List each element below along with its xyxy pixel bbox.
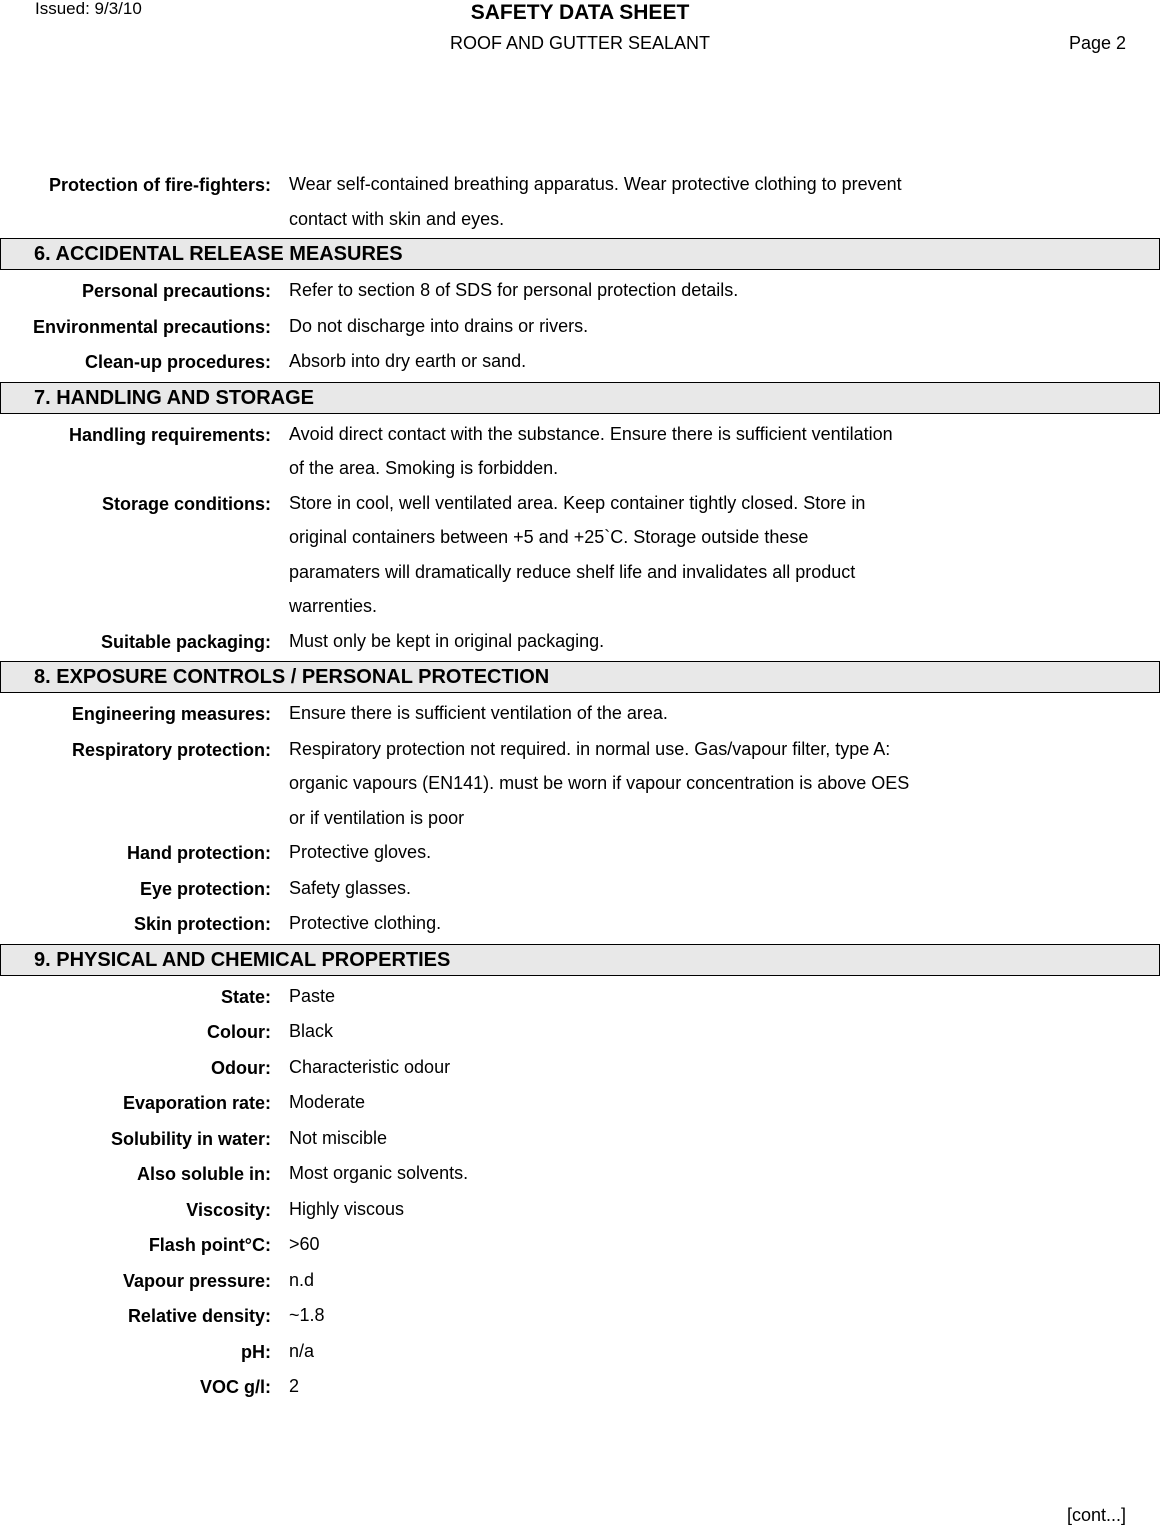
field-label: Skin protection:	[133, 914, 271, 934]
continued-note: [cont...]	[1066, 1505, 1126, 1525]
field-value: Safety glasses.	[289, 877, 412, 898]
field-row	[0, 979, 1160, 1015]
field-label: Vapour pressure:	[122, 1270, 271, 1291]
field-label: Clean-up procedures:	[84, 352, 271, 372]
field-label: Flash point°C:	[148, 1235, 271, 1255]
field-label: Also soluble in:	[136, 1164, 271, 1184]
field-value: 2	[289, 1376, 300, 1396]
section-heading: 9. PHYSICAL AND CHEMICAL PROPERTIES	[0, 944, 1160, 976]
issued-date: Issued: 9/3/10	[35, 0, 142, 18]
product-name: ROOF AND GUTTER SEALANT	[449, 33, 711, 53]
field-value: Black	[289, 1021, 334, 1041]
field-value: Moderate	[289, 1092, 366, 1112]
field-value: >60	[289, 1234, 320, 1254]
field-label: Relative density:	[127, 1306, 271, 1326]
field-value: Store in cool, well ventilated area. Keep container tightly closed. Store in original containers between +5 and +25`C. Storage outside these paramaters will dramatically reduce shelf life and invalidates all product warrenties.	[289, 492, 866, 616]
field-row	[0, 835, 1160, 871]
field-value: Absorb into dry earth or sand.	[289, 351, 527, 371]
field-value: Wear self-contained breathing apparatus. Wear protective clothing to prevent contact with skin and eyes.	[289, 174, 902, 229]
field-label: Environmental precautions:	[32, 316, 271, 337]
field-label: Respiratory protection:	[71, 739, 271, 760]
field-label: Storage conditions:	[101, 493, 271, 514]
field-row	[0, 1085, 1160, 1121]
field-label: VOC g/l:	[200, 1377, 271, 1397]
field-row	[0, 1014, 1160, 1050]
field-label: Personal precautions:	[81, 281, 271, 301]
field-value: Characteristic odour	[289, 1056, 451, 1077]
section-heading: 7. HANDLING AND STORAGE	[0, 382, 1160, 414]
field-row	[0, 309, 1160, 345]
field-label: Odour:	[211, 1057, 271, 1078]
field-row	[0, 273, 1160, 309]
field-row	[0, 696, 1160, 732]
field-value: Highly viscous	[289, 1198, 405, 1219]
field-label: pH:	[241, 1341, 271, 1362]
field-value: Protective clothing.	[289, 913, 442, 933]
field-row	[0, 1369, 1160, 1405]
section-heading: 6. ACCIDENTAL RELEASE MEASURES	[0, 238, 1160, 270]
field-label: Eye protection:	[139, 878, 271, 899]
field-row	[0, 167, 1160, 236]
field-value: Protective gloves.	[289, 842, 432, 862]
field-row	[0, 1334, 1160, 1370]
field-row	[0, 1227, 1160, 1263]
field-value: Must only be kept in original packaging.	[289, 630, 605, 651]
section-heading: 8. EXPOSURE CONTROLS / PERSONAL PROTECTION	[0, 661, 1160, 693]
field-row	[0, 1263, 1160, 1299]
field-value: Refer to section 8 of SDS for personal protection details.	[289, 280, 739, 300]
field-value: Do not discharge into drains or rivers.	[289, 315, 589, 336]
field-label: Suitable packaging:	[100, 631, 271, 652]
field-value: n/a	[289, 1340, 315, 1361]
field-label: Handling requirements:	[68, 424, 271, 445]
field-row	[0, 871, 1160, 907]
field-label: Protection of fire-fighters:	[48, 175, 271, 195]
field-value: Not miscible	[289, 1127, 388, 1148]
field-value: Respiratory protection not required. in normal use. Gas/vapour filter, type A: organic vapours (EN141). must be worn if vapour concentration is above OES or if ventilation is poor	[289, 738, 910, 828]
field-row	[0, 1192, 1160, 1228]
field-value: Most organic solvents.	[289, 1163, 469, 1183]
page-number: Page 2	[1068, 33, 1126, 53]
field-row	[0, 344, 1160, 380]
field-value: Ensure there is sufficient ventilation of the area.	[289, 703, 668, 723]
field-row	[0, 1298, 1160, 1334]
field-row	[0, 417, 1160, 486]
document-title: SAFETY DATA SHEET	[470, 1, 690, 24]
field-row	[0, 1050, 1160, 1086]
field-row	[0, 732, 1160, 836]
field-value: Paste	[289, 985, 336, 1006]
field-value: n.d	[289, 1269, 315, 1290]
field-label: Engineering measures:	[71, 704, 271, 724]
field-value: ~1.8	[289, 1305, 325, 1325]
field-label: Viscosity:	[186, 1199, 271, 1220]
field-row	[0, 1121, 1160, 1157]
field-row	[0, 486, 1160, 624]
field-label: Colour:	[207, 1022, 271, 1042]
field-value: Avoid direct contact with the substance. Ensure there is sufficient ventilation of the area. Smoking is forbidden.	[289, 423, 893, 478]
field-label: Hand protection:	[127, 843, 271, 863]
field-row	[0, 906, 1160, 942]
field-label: Solubility in water:	[110, 1128, 271, 1149]
field-row	[0, 1156, 1160, 1192]
field-label: State:	[220, 986, 271, 1007]
field-row	[0, 624, 1160, 660]
document-body	[0, 167, 1160, 1405]
field-label: Evaporation rate:	[122, 1093, 271, 1113]
